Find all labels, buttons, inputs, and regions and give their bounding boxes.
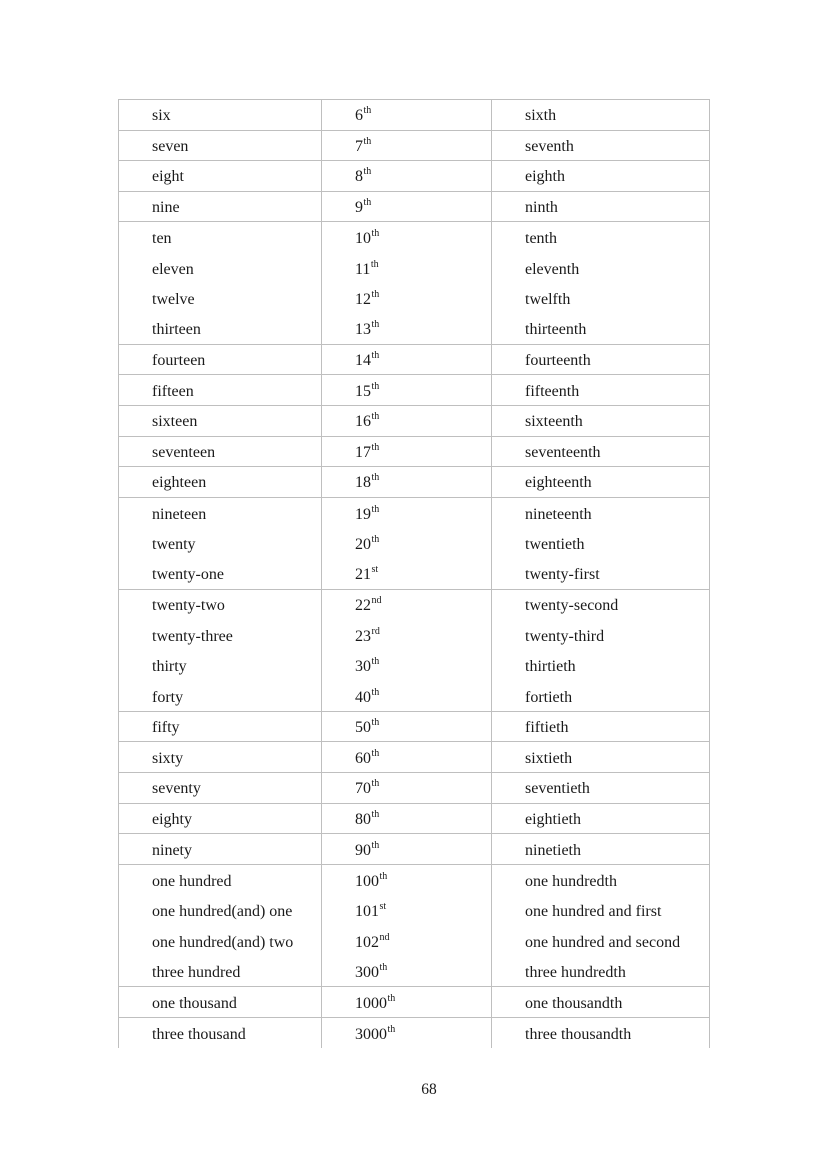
cardinal-cell: twenty-two bbox=[119, 590, 322, 621]
ordinal-word-cell: three thousandth bbox=[525, 1025, 632, 1043]
ordinals-table bbox=[118, 99, 710, 1048]
ordinal-numeral-cell: 20 th bbox=[322, 528, 492, 559]
ordinal-numeral-cell: 19 th bbox=[322, 498, 492, 529]
ordinal-word-cell: nineteenth bbox=[525, 505, 592, 523]
ordinal-numeral-cell: 90 th bbox=[322, 834, 492, 864]
ordinal-word-cell: sixth bbox=[525, 107, 557, 125]
cardinal-cell: thirty bbox=[119, 651, 322, 682]
table-row bbox=[119, 100, 709, 131]
ordinal-number: 80 bbox=[355, 810, 371, 828]
ordinal-number: 1000 bbox=[355, 994, 387, 1012]
ordinal-numeral-cell: 100 th bbox=[322, 865, 492, 896]
table-row bbox=[119, 345, 709, 376]
table-row bbox=[119, 559, 709, 590]
ordinal-numeral-cell: 10 th bbox=[322, 222, 492, 253]
ordinal-number: 8 bbox=[355, 168, 363, 186]
ordinal-numeral-cell: 18 th bbox=[322, 467, 492, 497]
ordinal-number: 23 bbox=[355, 627, 371, 645]
ordinal-word-cell: eighth bbox=[525, 168, 565, 186]
ordinal-numeral-cell: 22 nd bbox=[322, 590, 492, 621]
cardinal-cell: three thousand bbox=[119, 1018, 322, 1049]
table-row bbox=[119, 651, 709, 682]
ordinal-number: 18 bbox=[355, 474, 371, 492]
ordinal-word-cell: thirteenth bbox=[525, 321, 587, 339]
ordinal-word-cell: eleventh bbox=[525, 260, 580, 278]
ordinal-word-cell: tenth bbox=[525, 230, 557, 248]
ordinal-numeral-cell: 30 th bbox=[322, 651, 492, 682]
cardinal-cell: eleven bbox=[119, 253, 322, 284]
cardinal-cell: ninety bbox=[119, 834, 322, 864]
table-row bbox=[119, 375, 709, 406]
ordinal-number: 11 bbox=[355, 260, 371, 278]
cardinal-cell: fifty bbox=[119, 712, 322, 742]
ordinal-numeral-cell: 8 th bbox=[322, 161, 492, 191]
ordinal-numeral-cell: 1000 th bbox=[322, 987, 492, 1017]
ordinal-number: 9 bbox=[355, 199, 363, 217]
ordinal-word-cell: one hundredth bbox=[525, 872, 617, 890]
ordinal-word-cell: fiftieth bbox=[525, 719, 569, 737]
ordinal-number: 50 bbox=[355, 719, 371, 737]
table-row bbox=[119, 131, 709, 162]
ordinal-number: 70 bbox=[355, 780, 371, 798]
ordinal-word-cell: one hundred and second bbox=[525, 933, 681, 951]
cardinal-cell: twelve bbox=[119, 284, 322, 315]
ordinal-numeral-cell: 101 st bbox=[322, 895, 492, 926]
ordinal-word-cell: three hundredth bbox=[525, 963, 626, 981]
ordinal-word-cell: one hundred and first bbox=[525, 903, 662, 921]
table-row bbox=[119, 865, 709, 896]
ordinal-numeral-cell: 40 th bbox=[322, 681, 492, 711]
cardinal-cell: one hundred(and) one bbox=[119, 895, 322, 926]
ordinal-number: 15 bbox=[355, 382, 371, 400]
ordinal-word-cell: thirtieth bbox=[525, 658, 576, 676]
ordinal-word-cell: twelfth bbox=[525, 291, 571, 309]
cardinal-cell: eight bbox=[119, 161, 322, 191]
cardinal-cell: nine bbox=[119, 192, 322, 222]
table-row bbox=[119, 498, 709, 529]
table-row bbox=[119, 773, 709, 804]
ordinal-word-cell: ninetieth bbox=[525, 841, 581, 859]
table-row bbox=[119, 437, 709, 468]
ordinal-numeral-cell: 12 th bbox=[322, 284, 492, 315]
ordinal-number: 3000 bbox=[355, 1025, 387, 1043]
ordinal-word-cell: twentieth bbox=[525, 536, 585, 554]
cardinal-cell: sixteen bbox=[119, 406, 322, 436]
cardinal-cell: one hundred(and) two bbox=[119, 926, 322, 957]
ordinal-number: 40 bbox=[355, 688, 371, 706]
cardinal-cell: ten bbox=[119, 222, 322, 253]
ordinal-word-cell: one thousandth bbox=[525, 994, 623, 1012]
ordinal-number: 13 bbox=[355, 321, 371, 339]
table-row bbox=[119, 712, 709, 743]
ordinal-numeral-cell: 15 th bbox=[322, 375, 492, 405]
ordinal-numeral-cell: 9 th bbox=[322, 192, 492, 222]
table-row bbox=[119, 1018, 709, 1049]
ordinal-word-cell: eighteenth bbox=[525, 474, 592, 492]
ordinal-number: 300 bbox=[355, 963, 379, 981]
ordinal-numeral-cell: 17 th bbox=[322, 437, 492, 467]
table-row bbox=[119, 284, 709, 315]
ordinal-number: 100 bbox=[355, 872, 379, 890]
cardinal-cell: seven bbox=[119, 131, 322, 161]
ordinal-number: 21 bbox=[355, 566, 371, 584]
table-row bbox=[119, 742, 709, 773]
ordinal-word-cell: seventeenth bbox=[525, 443, 601, 461]
table-row bbox=[119, 192, 709, 223]
cardinal-cell: fifteen bbox=[119, 375, 322, 405]
ordinal-numeral-cell: 13 th bbox=[322, 314, 492, 344]
table-row bbox=[119, 222, 709, 253]
cardinal-cell: one thousand bbox=[119, 987, 322, 1017]
cardinal-cell: fourteen bbox=[119, 345, 322, 375]
ordinal-word-cell: fourteenth bbox=[525, 352, 591, 370]
table-row bbox=[119, 987, 709, 1018]
table-row bbox=[119, 834, 709, 865]
ordinal-word-cell: fifteenth bbox=[525, 382, 580, 400]
ordinal-number: 7 bbox=[355, 137, 363, 155]
ordinal-number: 22 bbox=[355, 597, 371, 615]
ordinal-number: 101 bbox=[355, 903, 379, 921]
table-row bbox=[119, 895, 709, 926]
table-row bbox=[119, 681, 709, 712]
ordinal-word-cell: sixteenth bbox=[525, 413, 583, 431]
page-number: 68 bbox=[421, 1081, 437, 1098]
ordinal-number: 6 bbox=[355, 107, 363, 125]
cardinal-cell: thirteen bbox=[119, 314, 322, 344]
table-row bbox=[119, 528, 709, 559]
ordinal-word-cell: eightieth bbox=[525, 810, 581, 828]
cardinal-cell: six bbox=[119, 100, 322, 130]
cardinal-cell: eighty bbox=[119, 804, 322, 834]
ordinal-number: 10 bbox=[355, 230, 371, 248]
ordinal-word-cell: ninth bbox=[525, 199, 558, 217]
table-row bbox=[119, 926, 709, 957]
cardinal-cell: nineteen bbox=[119, 498, 322, 529]
ordinal-word-cell: seventieth bbox=[525, 780, 590, 798]
table-row bbox=[119, 161, 709, 192]
cardinal-cell: twenty-one bbox=[119, 559, 322, 589]
ordinal-word-cell: fortieth bbox=[525, 688, 573, 706]
ordinal-number: 20 bbox=[355, 536, 371, 554]
ordinal-numeral-cell: 70 th bbox=[322, 773, 492, 803]
ordinal-number: 102 bbox=[355, 933, 379, 951]
table-row bbox=[119, 406, 709, 437]
ordinal-numeral-cell: 11 th bbox=[322, 253, 492, 284]
cardinal-cell: seventeen bbox=[119, 437, 322, 467]
ordinal-numeral-cell: 16 th bbox=[322, 406, 492, 436]
ordinal-word-cell: twenty-first bbox=[525, 566, 600, 584]
ordinal-number: 19 bbox=[355, 505, 371, 523]
cardinal-cell: forty bbox=[119, 681, 322, 711]
ordinal-number: 90 bbox=[355, 841, 371, 859]
ordinal-numeral-cell: 7 th bbox=[322, 131, 492, 161]
ordinal-numeral-cell: 14 th bbox=[322, 345, 492, 375]
table-row bbox=[119, 314, 709, 345]
ordinal-numeral-cell: 50 th bbox=[322, 712, 492, 742]
cardinal-cell: twenty bbox=[119, 528, 322, 559]
ordinal-number: 14 bbox=[355, 352, 371, 370]
ordinal-numeral-cell: 80 th bbox=[322, 804, 492, 834]
ordinal-numeral-cell: 23 rd bbox=[322, 620, 492, 651]
table-row bbox=[119, 253, 709, 284]
table-row bbox=[119, 590, 709, 621]
ordinal-number: 12 bbox=[355, 291, 371, 309]
cardinal-cell: one hundred bbox=[119, 865, 322, 896]
table-row bbox=[119, 620, 709, 651]
cardinal-cell: eighteen bbox=[119, 467, 322, 497]
ordinal-word-cell: twenty-third bbox=[525, 627, 605, 645]
table-row bbox=[119, 957, 709, 988]
cardinal-cell: sixty bbox=[119, 742, 322, 772]
ordinal-numeral-cell: 6 th bbox=[322, 100, 492, 130]
ordinal-numeral-cell: 102 nd bbox=[322, 926, 492, 957]
ordinal-number: 17 bbox=[355, 443, 371, 461]
ordinal-number: 60 bbox=[355, 749, 371, 767]
table-row bbox=[119, 467, 709, 498]
table-row bbox=[119, 804, 709, 835]
ordinal-word-cell: twenty-second bbox=[525, 597, 619, 615]
ordinal-numeral-cell: 21 st bbox=[322, 559, 492, 589]
ordinal-numeral-cell: 60 th bbox=[322, 742, 492, 772]
cardinal-cell: seventy bbox=[119, 773, 322, 803]
ordinal-number: 16 bbox=[355, 413, 371, 431]
ordinal-word-cell: sixtieth bbox=[525, 749, 573, 767]
ordinal-numeral-cell: 3000 th bbox=[322, 1018, 492, 1049]
ordinal-word-cell: seventh bbox=[525, 137, 574, 155]
cardinal-cell: three hundred bbox=[119, 957, 322, 987]
ordinal-numeral-cell: 300 th bbox=[322, 957, 492, 987]
ordinal-number: 30 bbox=[355, 658, 371, 676]
cardinal-cell: twenty-three bbox=[119, 620, 322, 651]
